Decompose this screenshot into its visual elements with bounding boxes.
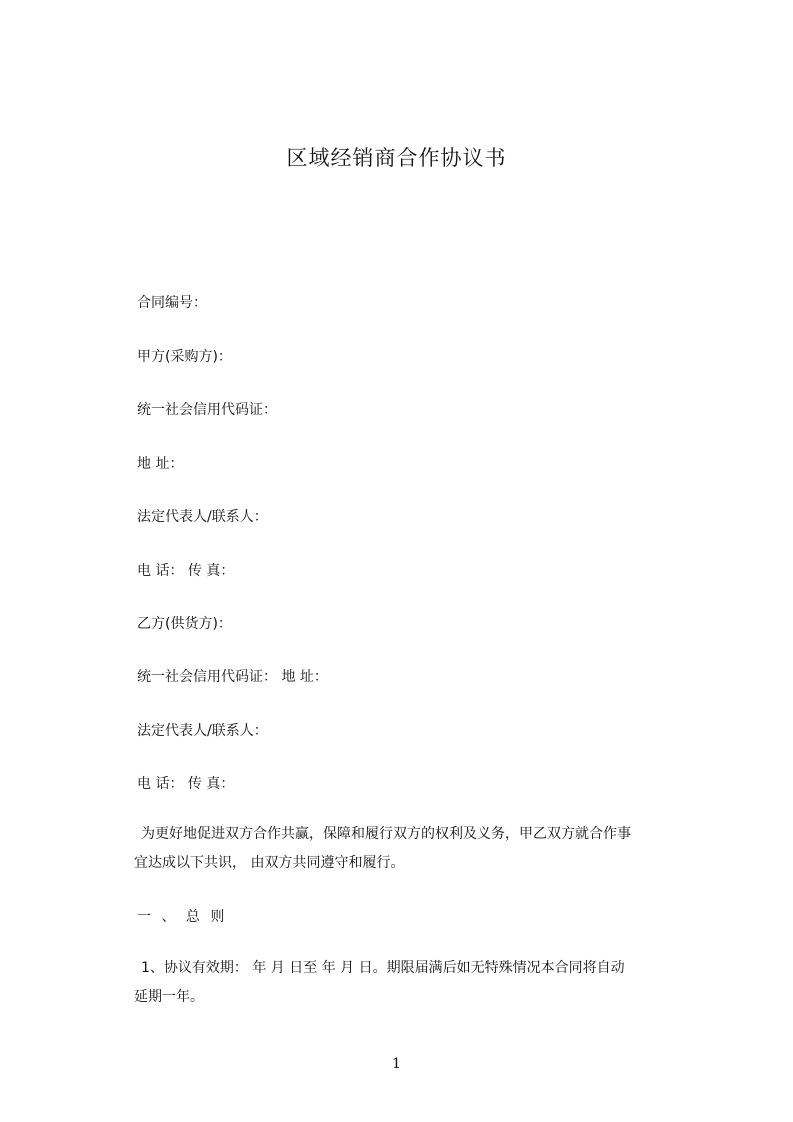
party-b-legal-rep-field: 法定代表人/联系人： bbox=[137, 723, 268, 739]
intro-line-2: 宜达成以下共识， 由双方共同遵守和履行。 bbox=[134, 855, 405, 871]
party-a-address-field: 地 址： bbox=[137, 456, 184, 472]
party-a-credit-code-field: 统一社会信用代码证： bbox=[137, 402, 277, 418]
party-b-field: 乙方(供货方)： bbox=[137, 616, 232, 632]
intro-paragraph bbox=[134, 820, 717, 878]
party-b-credit-code-address-field: 统一社会信用代码证： 地 址： bbox=[137, 669, 328, 685]
party-a-field: 甲方(采购方)： bbox=[137, 349, 232, 365]
party-a-phone-fax-field: 电 话： 传 真： bbox=[137, 563, 235, 579]
document-title: 区域经销商合作协议书 bbox=[286, 146, 507, 170]
intro-line-1: 为更好地促进双方合作共赢，保障和履行双方的权利及义务，甲乙双方就合作事 bbox=[141, 826, 631, 842]
party-a-legal-rep-field: 法定代表人/联系人： bbox=[137, 509, 268, 525]
contract-number-field: 合同编号： bbox=[137, 295, 207, 311]
clause-1-line-1: 1、协议有效期： 年 月 日至 年 月 日。期限届满后如无特殊情况本合同将自动 bbox=[141, 960, 625, 976]
party-b-phone-fax-field: 电 话： 传 真： bbox=[137, 776, 235, 792]
section-heading-general: 一 、 总 则 bbox=[137, 909, 225, 925]
page-number: 1 bbox=[392, 1056, 401, 1072]
clause-1-paragraph bbox=[134, 954, 717, 1012]
clause-1-line-2: 延期一年。 bbox=[134, 989, 204, 1005]
